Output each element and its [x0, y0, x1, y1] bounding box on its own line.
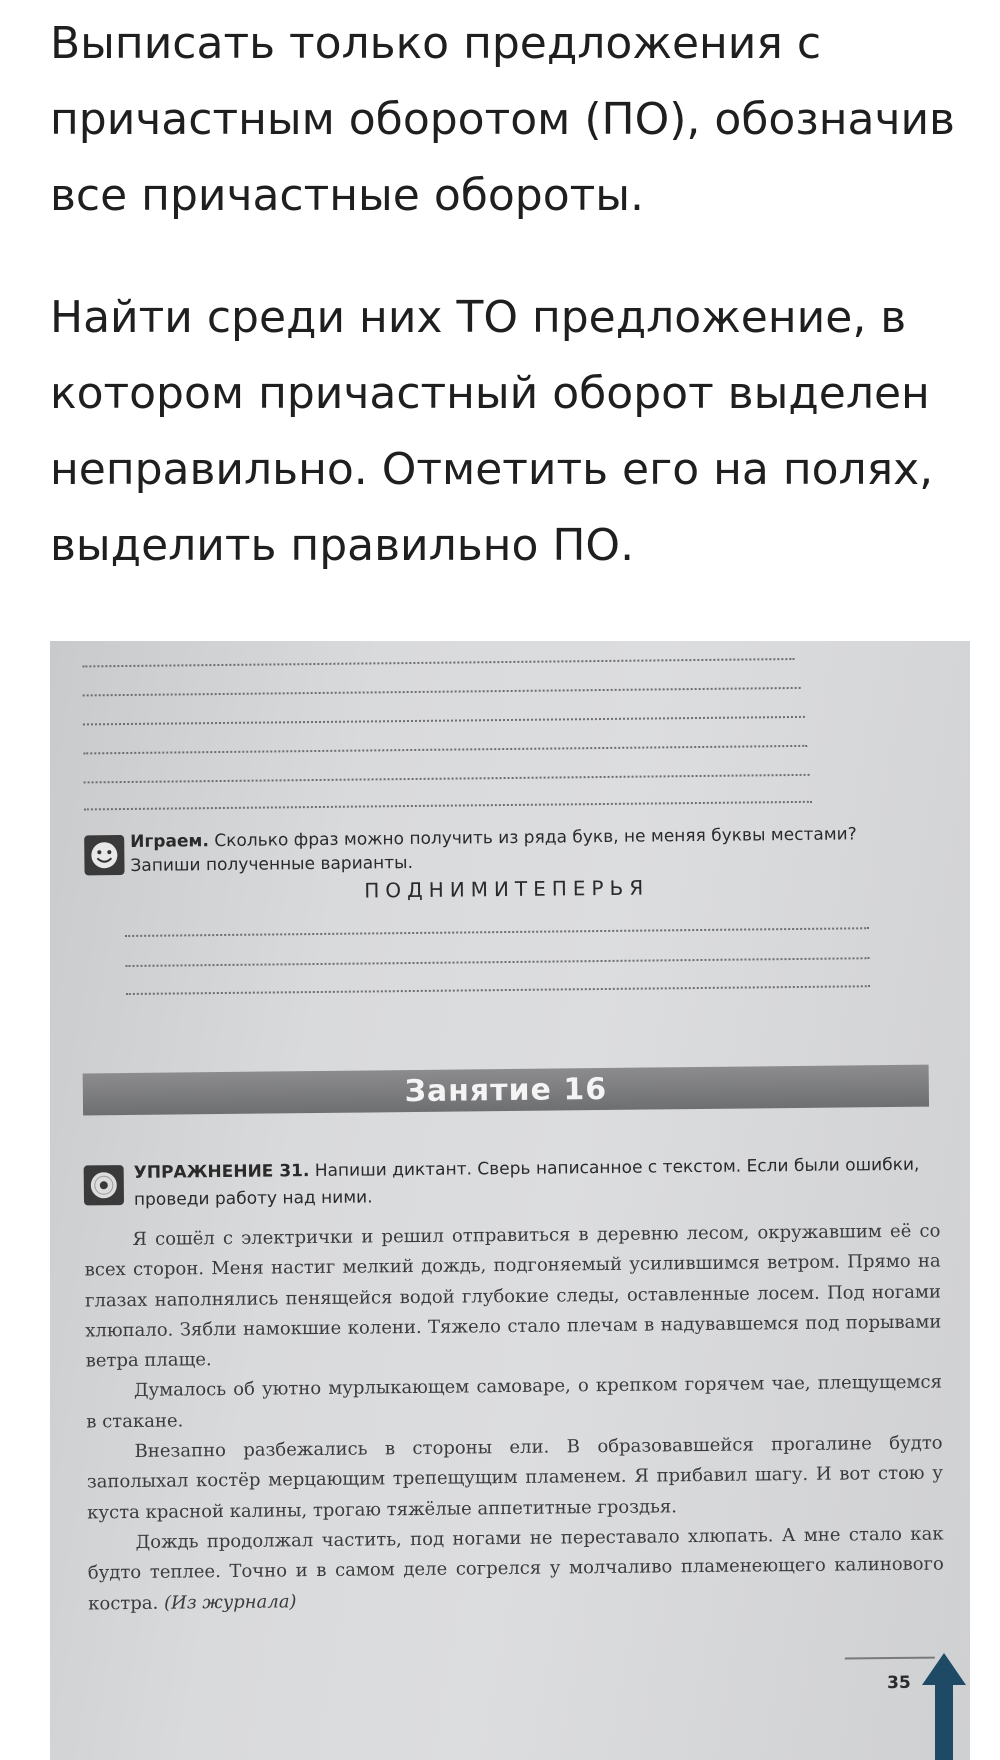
game-instructions — [130, 822, 930, 878]
smiley-icon — [84, 835, 124, 875]
dictation-paragraph-4-text: Дождь продолжал частить, под ногами не переставало хлюпать. А мне стало как будто теплее. Точно и в самом деле согрелся у молчаливо пламенеющего калинового костра. — [87, 1523, 944, 1615]
task-paragraph-1: Выписать только предложения с причастным оборотом (ПО), обозначив все причастные обороты. — [50, 18, 955, 221]
disc-icon — [84, 1165, 124, 1205]
exercise-text: Напиши диктант. Сверь написанное с текстом. Если были ошибки, проведи работу над ними. — [133, 1154, 920, 1210]
writing-line — [125, 927, 869, 937]
workbook-page — [50, 641, 970, 1760]
dictation-paragraph-4 — [87, 1519, 944, 1619]
page-number: 35 — [886, 1672, 911, 1694]
game-title: Играем. — [130, 831, 209, 852]
up-arrow-icon[interactable] — [918, 1649, 970, 1760]
workbook-photo — [50, 641, 970, 1760]
writing-line — [126, 985, 870, 995]
writing-line — [84, 774, 810, 784]
lesson-title: Занятие 16 — [404, 1071, 608, 1109]
writing-line — [126, 957, 870, 967]
writing-line — [83, 687, 801, 697]
exercise-title: УПРАЖНЕНИЕ 31. — [133, 1161, 310, 1183]
dictation-source: (Из журнала) — [163, 1590, 297, 1614]
writing-line — [83, 716, 805, 726]
writing-line — [82, 658, 794, 667]
game-text: Сколько фраз можно получить из ряда букв, не меняя буквы местами? Запиши полученные варианты. — [130, 824, 857, 876]
letter-row: ПОДНИМИТЕПЕРЬЯ — [364, 875, 650, 903]
task-paragraph-2: Найти среди них ТО предложение, в котором причастный оборот выделен неправильно. Отметить его на полях, выделить правильно ПО. — [50, 292, 934, 571]
exercise-heading — [134, 1152, 935, 1214]
writing-line — [84, 801, 812, 811]
dictation-text — [84, 1216, 944, 1619]
dictation-paragraph-1: Я сошёл с электрички и решил отправиться в деревню лесом, окружавшим её со всех сторон. Меня настиг мелкий дождь, подгоняемый усилившимся ветром. Прямо на глазах наполнялись пенящейся водой глубокие следы, оставленные лосем. Под ногами хлюпало. Зябли намокшие колени. Тяжело стало плечам в надувавшемся под порывами ветра плаще. — [84, 1220, 942, 1372]
dictation-paragraph-2: Думалось об уютно мурлыкающем самоваре, о крепком горячем чае, плещущемся в стакане. — [86, 1371, 943, 1433]
writing-line — [83, 745, 807, 755]
lesson-banner — [83, 1065, 929, 1116]
dictation-paragraph-3: Внезапно разбежались в стороны ели. В образовавшейся прогалине будто заполыхал костёр мерцающим трепещущим пламенем. Я прибавил шагу. И вот стою у куста красной калины, трогаю тяжёлые аппетитные гроздья. — [86, 1432, 943, 1524]
